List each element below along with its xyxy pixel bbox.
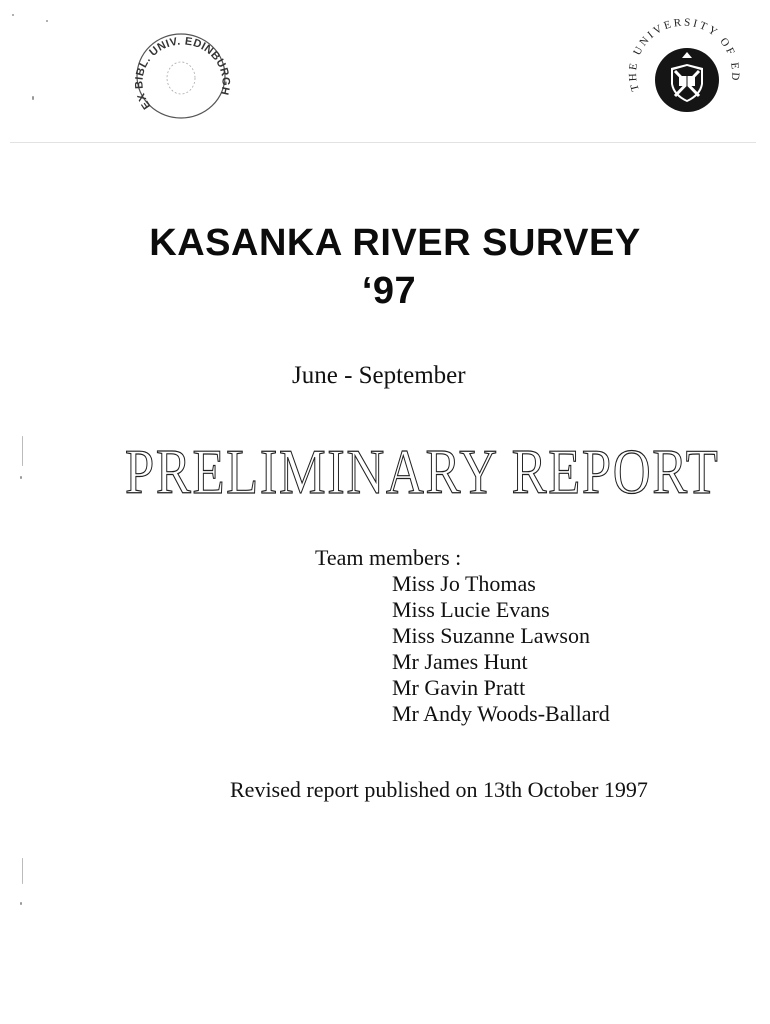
document-title: KASANKA RIVER SURVEY: [149, 222, 641, 264]
library-stamp: [133, 28, 233, 120]
scan-speck: [12, 14, 14, 16]
scan-speck: [20, 902, 22, 905]
team-members-label: Team members :: [315, 545, 462, 570]
revision-note: Revised report published on 13th October 1997: [230, 777, 648, 802]
team-member: Mr Andy Woods-Ballard: [392, 701, 610, 726]
survey-dates: June - September: [292, 362, 466, 389]
scan-speck: [46, 20, 48, 22]
crest-text: THE UNIVERSITY OF ED: [626, 18, 742, 93]
report-type-heading: PRELIMINARY REPORT: [125, 436, 720, 507]
team-member: Miss Suzanne Lawson: [392, 623, 590, 648]
team-member: Mr James Hunt: [392, 649, 528, 674]
team-member: Miss Lucie Evans: [392, 597, 550, 622]
university-crest-logo: [625, 18, 747, 140]
header-divider: [10, 142, 756, 143]
scan-speck: [22, 858, 23, 884]
team-member: Mr Gavin Pratt: [392, 675, 526, 700]
scan-speck: [22, 436, 23, 466]
team-members-list: [392, 571, 610, 727]
team-member: Miss Jo Thomas: [392, 571, 536, 596]
scan-speck: [32, 96, 34, 100]
document-title-year: ‘97: [361, 270, 417, 312]
stamp-text: EX BIBL. UNIV. EDINBURGH: [133, 35, 232, 112]
scan-speck: [20, 476, 22, 479]
